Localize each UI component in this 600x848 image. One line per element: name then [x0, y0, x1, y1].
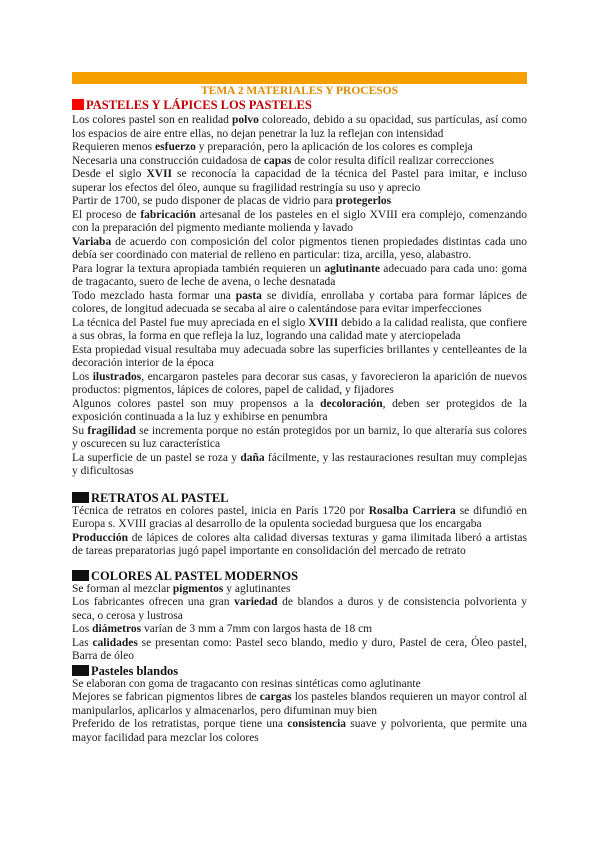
paragraph: Los fabricantes ofrecen una gran variedad de blandos a duros y de consistencia polvorienta y seca, o cerosa y lustrosa — [72, 596, 528, 622]
paragraph: Necesaria una construcción cuidadosa de capas de color resulta difícil realizar correcciones — [72, 154, 494, 167]
document-title: TEMA 2 MATERIALES Y PROCESOS — [200, 85, 399, 97]
paragraph: Algunos colores pastel son muy propensos a la decoloración, deben ser protegidos de la exposición continuada a la luz y exhibirse en penumbra — [72, 397, 527, 423]
paragraph: Técnica de retratos en colores pastel, inicia en París 1720 por Rosalba Carriera se difundió en Europa s. XVIII gracias al desarrollo de la opulenta sociedad burguesa que los encargaba — [72, 504, 528, 530]
section-body — [72, 114, 527, 479]
paragraph: Para lograr la textura apropiada también requieren un aglutinante adecuado para cada uno: goma de tragacanto, suero de leche de avena, o leche desnatada — [72, 262, 527, 288]
bold-term: fragilidad — [87, 424, 136, 437]
section-pasteles-blandos — [72, 664, 527, 746]
section-heading: RETRATOS AL PASTEL — [72, 491, 527, 505]
paragraph: La superficie de un pastel se roza y daña fácilmente, y las restauraciones resultan muy complejas y dificultosas — [72, 451, 528, 477]
bold-term: Rosalba Carriera — [368, 504, 456, 517]
section-colores-modernos — [72, 569, 527, 664]
paragraph: Mejores se fabrican pigmentos libres de cargas los pasteles blandos requieren un mayor control al manipularlos, aplicarlos y almacenarlos, pero difuminan muy bien — [72, 691, 527, 717]
bold-term: daña — [240, 451, 265, 464]
heading-marker-icon — [72, 570, 89, 581]
paragraph: Producción de lápices de colores alta calidad diversas texturas y gama ilimitada liberó a artistas de tareas preparatorias jugó papel importante en consolidación del mercado de retrato — [72, 531, 527, 557]
bold-term: calidades — [92, 636, 138, 649]
bold-term: Variaba — [72, 235, 112, 248]
bold-term: cargas — [259, 691, 292, 703]
bold-term: aglutinante — [324, 262, 380, 275]
bold-term: ilustrados — [92, 370, 142, 383]
paragraph: Las calidades se presentan como: Pastel seco blando, medio y duro, Pastel de cera, Óleo pastel, Barra de óleo — [72, 636, 527, 662]
title-bar — [72, 72, 527, 84]
paragraph: Su fragilidad se incrementa porque no están protegidos por un barniz, lo que alteraría sus colores y oscurecen su luz característica — [72, 424, 527, 450]
bold-term: consistencia — [287, 718, 347, 730]
paragraph: El proceso de fabricación artesanal de los pasteles en el siglo XVIII era complejo, comenzando con la preparación del pigmento mediante molienda y lavado — [72, 208, 527, 234]
bold-term: variedad — [234, 596, 278, 608]
bold-term: capas — [263, 154, 292, 167]
heading-marker-icon — [72, 665, 89, 676]
paragraph: Los diámetros varían de 3 mm a 7mm con largos hasta de 18 cm — [72, 623, 373, 635]
bold-term: pasta — [235, 289, 262, 302]
section-body — [72, 583, 527, 664]
paragraph: Preferido de los retratistas, porque tiene una consistencia suave y polvorienta, que permite una mayor facilidad para mezclar los colores — [72, 718, 528, 744]
bold-term: pigmentos — [172, 582, 224, 595]
paragraph: Desde el siglo XVII se reconocía la capacidad de la técnica del Pastel para imitar, e incluso superar los efectos del óleo, aunque su fragilidad restringía su uso y aprecio — [72, 168, 528, 194]
paragraph: Requieren menos esfuerzo y preparación, pero la aplicación de los colores es compleja — [72, 141, 473, 153]
section-body — [72, 505, 527, 559]
section-retratos — [72, 491, 527, 559]
document-page — [72, 72, 527, 745]
bold-term: decoloración — [320, 397, 383, 410]
paragraph: Esta propiedad visual resultaba muy adecuada sobre las superficies brillantes y centelleantes de la decoración interior de la época — [72, 343, 527, 369]
bold-term: Producción — [72, 531, 129, 544]
subsection-heading: Pasteles blandos — [72, 664, 527, 678]
bold-term: XVII — [146, 168, 173, 180]
section-pasteles — [72, 98, 527, 479]
paragraph: Partir de 1700, se pudo disponer de placas de vidrio para protegerlos — [72, 195, 392, 207]
bold-term: polvo — [232, 114, 259, 126]
bold-term: esfuerzo — [155, 141, 196, 153]
paragraph: La técnica del Pastel fue muy apreciada en el siglo XVIII debido a la calidad realista, que confiere a sus obras, la forma en que refleja la luz, logrando una calidad mate y aterciopelada — [72, 316, 527, 342]
bold-term: XVIII — [308, 316, 339, 329]
paragraph: Variaba de acuerdo con composición del color pigmentos tienen propiedades distintas cada uno debía ser coordinado con material de relleno en particular: tiza, arcilla, yeso, alabastro. — [72, 235, 527, 261]
heading-marker-icon — [72, 492, 89, 503]
paragraph: Los ilustrados, encargaron pasteles para decorar sus casas, y favorecieron la aparición de nuevos productos: pigmentos, lápices de colores, papel de calidad, y fijadores — [72, 370, 527, 396]
paragraph: Los colores pastel son en realidad polvo coloreado, debido a su opacidad, sus partículas, así como los espacios de aire entre ellas, no dejan penetrar la luz la reflejan con intensidad — [72, 114, 527, 140]
section-body — [72, 678, 527, 746]
section-heading: PASTELES Y LÁPICES LOS PASTELES — [72, 98, 527, 112]
bold-term: fabricación — [140, 208, 196, 221]
paragraph: Se elaboran con goma de tragacanto con resinas sintéticas como aglutinante — [72, 677, 421, 690]
heading-marker-icon — [72, 99, 84, 110]
paragraph: Todo mezclado hasta formar una pasta se dividía, enrollaba y cortaba para formar lápices de colores, de longitud adecuada se secaba al aire o calentándose para evitar imperfecciones — [72, 289, 527, 315]
paragraph: Se forman al mezclar pigmentos y aglutinantes — [72, 582, 291, 595]
bold-term: diámetros — [92, 623, 142, 635]
section-heading: COLORES AL PASTEL MODERNOS — [72, 569, 527, 583]
bold-term: protegerlos — [335, 195, 392, 207]
